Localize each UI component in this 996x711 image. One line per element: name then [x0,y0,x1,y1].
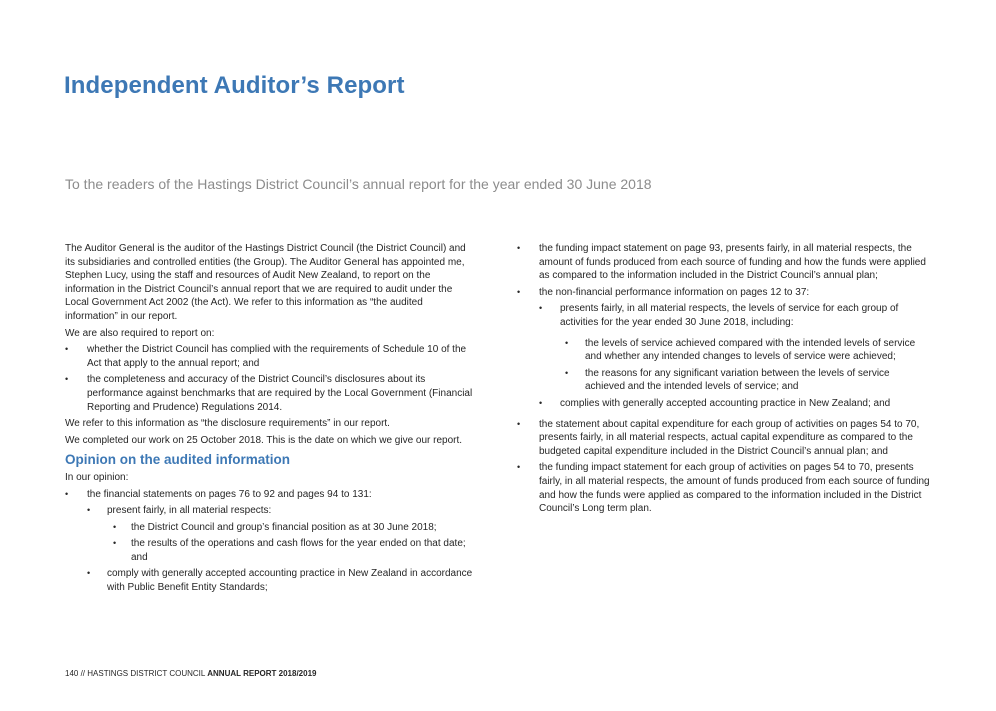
list-item-text: the District Council and group’s financial position as at 30 June 2018; [131,521,437,533]
list-item-text: the funding impact statement for each group of activities on pages 54 to 70, presents fairly, in all material respects, the amount of funds produced from each source of funding and how the funds were applied as compared to the information included in the District Council’s Long term plan. [539,462,930,515]
list-item-text: the completeness and accuracy of the District Council’s disclosures about its performance against benchmarks that are required by the Local Government (Financial Reporting and Prudence) Regulations 2014. [87,374,473,413]
list-item [517,242,930,283]
list-item-text: whether the District Council has complied with the requirements of Schedule 10 of the Act that apply to the annual report; and [87,344,467,369]
in-our-opinion: In our opinion: [65,471,129,483]
list-item-text: present fairly, in all material respects: [107,505,272,517]
list-item-text: presents fairly, in all material respects, the levels of service for each group of activities for the year ended 30 June 2018, including: [560,303,899,328]
bullet-icon: • [517,286,521,297]
list-item [65,343,477,370]
list-item-text: the reasons for any significant variation between the levels of service achieved and the intended levels of service; and [585,367,890,393]
opinion-heading: Opinion on the audited information [65,452,290,468]
list-item [65,521,477,535]
list-item [517,461,930,515]
footer-report-name: ANNUAL REPORT 2018/2019 [207,669,317,678]
disclosure-paragraph: We refer to this information as “the disclosure requirements” in our report. [65,418,390,430]
bullet-icon: • [539,303,543,314]
footer-prefix: 140 // HASTINGS DISTRICT COUNCIL [65,669,208,678]
completed-paragraph: We completed our work on 25 October 2018. This is the date on which we give our report. [65,434,463,446]
left-column [65,242,477,598]
report-on-list [65,343,477,414]
opinion-list [65,488,477,595]
page-title: Independent Auditor’s Report [64,72,405,99]
list-item-text: the non-financial performance information on pages 12 to 37: [539,286,810,298]
list-item-text: complies with generally accepted accounting practice in New Zealand; and [560,397,891,409]
bullet-icon: • [65,488,69,499]
bullet-icon: • [517,243,521,253]
list-item-text: comply with generally accepted accounting practice in New Zealand in accordance with Public Benefit Entity Standards; [107,568,473,594]
bullet-icon: • [87,505,91,516]
list-item-text: the statement about capital expenditure for each group of activities on pages 54 to 70, presents fairly, in all material respects, actual capital expenditure as compared to the budgeted capital expenditure included in the District Council’s annual plan; and [539,418,920,457]
list-item [65,504,477,518]
bullet-icon: • [87,568,91,579]
bullet-icon: • [565,337,569,348]
list-item [517,418,930,459]
list-item-text: the financial statements on pages 76 to 92 and pages 94 to 131: [87,488,372,500]
also-required-paragraph: We are also required to report on: [65,327,215,339]
page-subtitle: To the readers of the Hastings District Council’s annual report for the year ended 30 June 2018 [65,176,652,192]
list-item [65,488,477,502]
bullet-icon: • [539,397,543,408]
list-item [65,373,477,414]
list-item [65,567,477,594]
bullet-icon: • [517,462,521,473]
list-item [517,286,930,300]
list-item [517,367,930,394]
list-item [65,537,477,564]
bullet-icon: • [65,374,69,385]
list-item-text: the funding impact statement on page 93, presents fairly, in all material respects, the amount of funds produced from each source of funding and how the funds were applied as compared to the information included in the District Council’s annual plan; [539,243,926,282]
page-footer [65,669,316,678]
bullet-icon: • [113,521,117,532]
list-item [517,302,930,329]
bullet-icon: • [565,367,569,378]
bullet-icon: • [517,418,521,429]
intro-paragraph: The Auditor General is the auditor of the Hastings District Council (the District Council) and its subsidiaries and controlled entities (the Group). The Auditor General has appointed me, Stephen Lucy, using the staff and resources of Audit New Zealand, to report on the information in the District Council’s annual report that we are required to audit under the Local Government Act 2002 (the Act). We refer to this information as “the audited information” in our report. [65,243,466,322]
right-column [517,242,930,519]
bullet-icon: • [113,538,117,549]
list-item [517,397,930,411]
bullet-icon: • [65,344,69,355]
opinion-list-continued [517,242,930,516]
list-item [517,337,930,364]
list-item-text: the results of the operations and cash flows for the year ended on that date; and [131,538,466,563]
list-item-text: the levels of service achieved compared with the intended levels of service and whether any intended changes to levels of service were achieved; [585,337,916,363]
